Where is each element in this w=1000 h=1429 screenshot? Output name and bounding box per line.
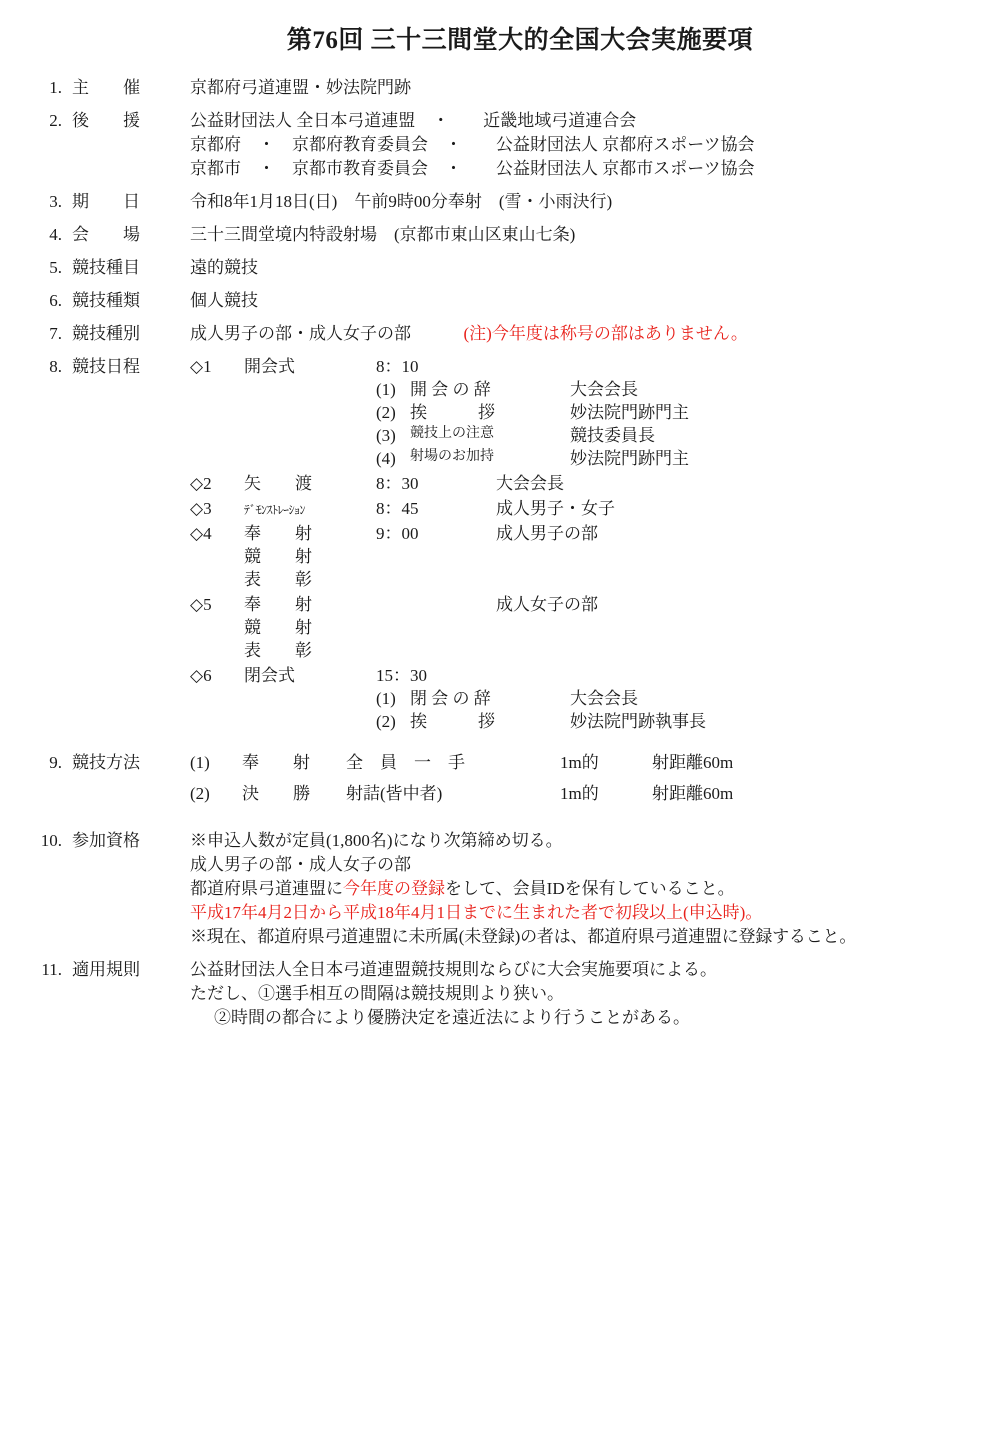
section-qualification xyxy=(30,832,970,945)
item-label: 競技方法 xyxy=(72,753,140,772)
cont-name: 競 射 xyxy=(244,618,312,637)
sub-text: 閉 会 の 辞 xyxy=(410,689,491,708)
sub-text: 挨 拶 xyxy=(410,712,495,731)
schedule-sub-list xyxy=(190,381,970,467)
section-host xyxy=(30,79,970,96)
schedule-time: 8：45 xyxy=(376,499,419,518)
schedule-who: 成人男子・女子 xyxy=(496,499,615,518)
item-body xyxy=(190,79,970,96)
sub-number: (4) xyxy=(376,449,396,468)
section-venue xyxy=(30,226,970,243)
method-number: (2) xyxy=(190,784,210,803)
method-distance: 射距離60m xyxy=(652,753,734,772)
text-line: 公益財団法人 全日本弓道連盟 ・ 近畿地域弓道連合会 xyxy=(190,111,637,130)
schedule-time: 8：30 xyxy=(376,474,419,493)
schedule-name: 奉 射 xyxy=(244,524,312,543)
schedule-sub-list xyxy=(190,690,970,730)
item-number: 5. xyxy=(49,258,62,277)
schedule-name: 開会式 xyxy=(244,357,295,376)
schedule-sub-item xyxy=(190,450,970,467)
schedule-entry xyxy=(190,596,970,659)
item-label: 競技日程 xyxy=(72,357,140,376)
schedule-marker: ◇6 xyxy=(190,666,212,685)
item-body xyxy=(190,754,970,816)
section-event-division xyxy=(30,325,970,342)
item-number: 6. xyxy=(49,291,62,310)
item-number: 8. xyxy=(49,357,62,376)
schedule-marker: ◇1 xyxy=(190,357,212,376)
schedule-head xyxy=(190,525,970,542)
schedule-marker: ◇3 xyxy=(190,499,212,518)
division-text: 成人男子の部・成人女子の部 xyxy=(190,324,411,343)
sub-number: (2) xyxy=(376,403,396,422)
sub-number: (3) xyxy=(376,426,396,445)
schedule-entry xyxy=(190,667,970,730)
item-body xyxy=(190,226,970,243)
item-body xyxy=(190,292,970,309)
schedule-cont-line xyxy=(190,642,970,659)
method-detail: 全 員 一 手 xyxy=(346,753,465,772)
item-number: 11. xyxy=(41,960,62,979)
item-label: 後 援 xyxy=(72,111,140,130)
text-line: ※現在、都道府県弓道連盟に未所属(未登録)の者は、都道府県弓道連盟に登録すること。 xyxy=(190,927,857,946)
schedule-time: 9：00 xyxy=(376,524,419,543)
item-number: 2. xyxy=(49,111,62,130)
qualification-pre: 都道府県弓道連盟に xyxy=(190,879,343,898)
item-label: 競技種別 xyxy=(72,324,140,343)
section-schedule xyxy=(30,358,970,738)
item-label: 競技種類 xyxy=(72,291,140,310)
sub-who: 妙法院門跡門主 xyxy=(570,403,689,422)
text-line: 三十三間堂境内特設射場 (京都市東山区東山七条) xyxy=(190,225,576,244)
schedule-cont-line xyxy=(190,548,970,565)
item-number: 3. xyxy=(49,192,62,211)
item-body xyxy=(190,832,970,945)
method-name: 奉 射 xyxy=(242,753,310,772)
item-number: 10. xyxy=(40,831,62,850)
item-number: 4. xyxy=(49,225,62,244)
schedule-sub-item xyxy=(190,713,970,730)
text-line: 京都府 ・ 京都府教育委員会 ・ 公益財団法人 京都府スポーツ協会 xyxy=(190,135,755,154)
page-title: 第76回 三十三間堂大的全国大会実施要項 xyxy=(286,27,754,54)
schedule-head xyxy=(190,667,970,684)
item-body xyxy=(190,259,970,276)
schedule-cont-line xyxy=(190,619,970,636)
sub-who: 競技委員長 xyxy=(570,426,655,445)
schedule-who: 成人男子の部 xyxy=(496,524,598,543)
text-line: ただし、①選手相互の間隔は競技規則より狭い。 xyxy=(190,984,564,1003)
item-body xyxy=(190,358,970,738)
text-line: 成人男子の部・成人女子の部 xyxy=(190,855,411,874)
item-number: 1. xyxy=(49,78,62,97)
text-line-mixed xyxy=(190,880,970,897)
sub-text: 競技上の注意 xyxy=(410,426,494,441)
item-label: 期 日 xyxy=(72,192,140,211)
item-body xyxy=(190,961,970,1026)
section-event-type xyxy=(30,259,970,276)
cont-name: 競 射 xyxy=(244,547,312,566)
section-rules xyxy=(30,961,970,1026)
cont-name: 表 彰 xyxy=(244,641,312,660)
text-line: 京都市 ・ 京都市教育委員会 ・ 公益財団法人 京都市スポーツ協会 xyxy=(190,159,755,178)
item-body xyxy=(190,325,970,342)
schedule-sub-item xyxy=(190,690,970,707)
item-label: 会 場 xyxy=(72,225,140,244)
section-method xyxy=(30,754,970,816)
schedule-name: 矢 渡 xyxy=(244,474,312,493)
schedule-sub-item xyxy=(190,381,970,398)
method-name: 決 勝 xyxy=(242,784,310,803)
text-line: ②時間の都合により優勝決定を遠近法により行うことがある。 xyxy=(214,1008,690,1027)
sub-who: 妙法院門跡門主 xyxy=(570,449,689,468)
item-number: 9. xyxy=(49,753,62,772)
schedule-entry xyxy=(190,475,970,492)
sub-number: (1) xyxy=(376,380,396,399)
text-line: ※申込人数が定員(1,800名)になり次第締め切る。 xyxy=(190,831,563,850)
sub-text: 挨 拶 xyxy=(410,403,495,422)
schedule-time: 8：10 xyxy=(376,357,419,376)
qualification-highlight: 今年度の登録 xyxy=(343,879,445,898)
schedule-time: 15：30 xyxy=(376,666,427,685)
sub-who: 大会会長 xyxy=(570,689,638,708)
text-line: 令和8年1月18日(日) 午前9時00分奉射 (雪・小雨決行) xyxy=(190,192,613,211)
section-event-category xyxy=(30,292,970,309)
sub-who: 妙法院門跡執事長 xyxy=(570,712,706,731)
text-line: 遠的競技 xyxy=(190,258,258,277)
qualification-post: をして、会員IDを保有していること。 xyxy=(445,879,735,898)
text-line xyxy=(190,325,970,342)
schedule-head xyxy=(190,596,970,613)
sub-who: 大会会長 xyxy=(570,380,638,399)
sub-number: (1) xyxy=(376,689,396,708)
schedule-entry xyxy=(190,500,970,517)
item-label: 競技種目 xyxy=(72,258,140,277)
schedule-head xyxy=(190,475,970,492)
item-label: 主 催 xyxy=(72,78,140,97)
schedule-name: 閉会式 xyxy=(244,666,295,685)
text-line-red: 平成17年4月2日から平成18年4月1日までに生まれた者で初段以上(申込時)。 xyxy=(190,903,763,922)
item-body xyxy=(190,193,970,210)
item-label: 適用規則 xyxy=(72,960,140,979)
item-label: 参加資格 xyxy=(72,831,140,850)
schedule-sub-item xyxy=(190,427,970,444)
schedule-cont-line xyxy=(190,571,970,588)
schedule-sub-item xyxy=(190,404,970,421)
sub-text: 開 会 の 辞 xyxy=(410,380,491,399)
schedule-head xyxy=(190,500,970,517)
schedule-marker: ◇2 xyxy=(190,474,212,493)
method-number: (1) xyxy=(190,753,210,772)
text-line: 個人競技 xyxy=(190,291,258,310)
schedule-name: 奉 射 xyxy=(244,595,312,614)
item-body xyxy=(190,112,970,177)
cont-name: 表 彰 xyxy=(244,570,312,589)
schedule-entry xyxy=(190,358,970,467)
schedule-who: 大会会長 xyxy=(496,474,564,493)
schedule-head xyxy=(190,358,970,375)
division-note: (注)今年度は称号の部はありません。 xyxy=(463,324,748,343)
method-detail: 射詰(皆中者) xyxy=(346,784,443,803)
schedule-name: ﾃﾞﾓﾝｽﾄﾚｰｼｮﾝ xyxy=(244,503,306,517)
section-date xyxy=(30,193,970,210)
text-line: 公益財団法人全日本弓道連盟競技規則ならびに大会実施要項による。 xyxy=(190,960,717,979)
sub-number: (2) xyxy=(376,712,396,731)
text-line: 京都府弓道連盟・妙法院門跡 xyxy=(190,78,411,97)
schedule-marker: ◇4 xyxy=(190,524,212,543)
method-target: 1m的 xyxy=(560,753,599,772)
section-support xyxy=(30,112,970,177)
schedule-marker: ◇5 xyxy=(190,595,212,614)
schedule-entry xyxy=(190,525,970,588)
method-row xyxy=(190,754,970,771)
method-target: 1m的 xyxy=(560,784,599,803)
method-distance: 射距離60m xyxy=(652,784,734,803)
schedule-who: 成人女子の部 xyxy=(496,595,598,614)
item-number: 7. xyxy=(49,324,62,343)
sub-text: 射場のお加持 xyxy=(410,449,494,464)
method-row xyxy=(190,785,970,802)
